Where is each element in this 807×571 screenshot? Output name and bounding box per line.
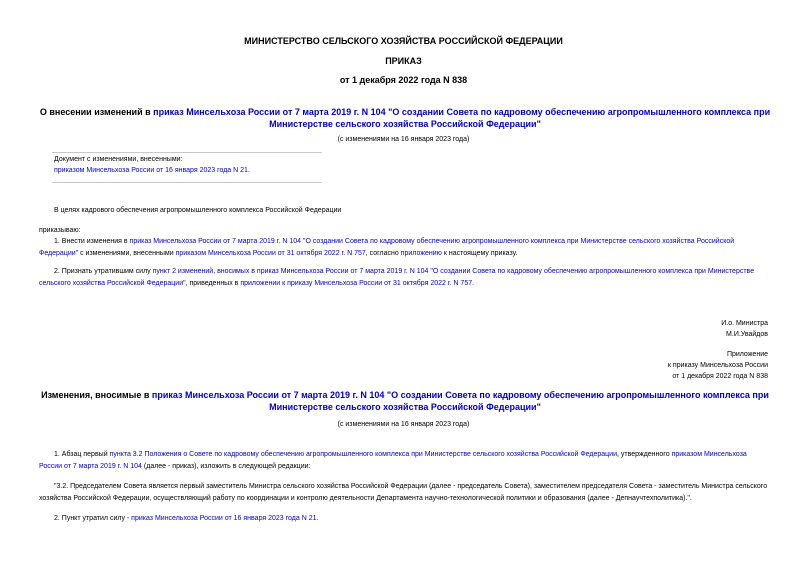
doc-type: ПРИКАЗ xyxy=(385,56,422,66)
change2-link-order-21[interactable]: приказ Минсельхоза России от 16 января 2023 года N 21 xyxy=(131,515,317,522)
amended-note: (с изменениями на 16 января 2023 года) xyxy=(337,136,470,143)
item2-text-b: , приведенных в xyxy=(185,280,241,287)
order-item-1 xyxy=(39,236,769,260)
change1-text-b: , утвержденного xyxy=(617,451,672,458)
change1-link-regulation[interactable]: пункта 3.2 Положения о Совете по кадровому обеспечению агропромышленного комплекса при Министерстве сельского хозяйства Российской Федерации xyxy=(109,451,617,458)
item2-link-point-2[interactable]: пункт 2 изменений, вносимых в приказ Минсельхоза России от 7 марта 2019 г. N 104 "О создании Совета по кадровому обеспечению агропромышленного комплекса при Министерстве сельского хозяйства Российской Федерации" xyxy=(39,268,755,287)
item1-text-b: с изменениями, внесенными xyxy=(78,250,176,257)
item2-text-a: 2. Признать утратившим силу xyxy=(54,268,153,275)
changes-box-link[interactable]: приказом Минсельхоза России от 16 января 2023 года N 21 xyxy=(54,167,248,174)
order-word: приказываю: xyxy=(39,227,81,234)
title-prefix: О внесении изменений в xyxy=(39,107,154,117)
item2-link-appendix-757[interactable]: приложении к приказу Минсельхоза России от 31 октября 2022 г. N 757 xyxy=(240,280,473,287)
appendix-label-line3: от 1 декабря 2022 года N 838 xyxy=(672,373,768,380)
changes-box-top-rule xyxy=(52,152,322,153)
item2-text-c: . xyxy=(472,280,475,287)
change2-text-a: 2. Пункт утратил силу - xyxy=(54,515,132,522)
order-item-2 xyxy=(39,266,769,290)
item1-text-a: 1. Внести изменения в xyxy=(54,238,130,245)
amended-note-2: (с изменениями на 16 января 2023 года) xyxy=(337,421,470,428)
change1-text-a: 1. Абзац первый xyxy=(54,451,110,458)
change-item-1 xyxy=(39,449,769,473)
item1-text-d: к настоящему приказу. xyxy=(441,250,518,257)
appendix-title xyxy=(30,389,780,413)
changes-box-label: Документ с изменениями, внесенными: xyxy=(54,156,183,163)
signature-name: М.И.Увайдов xyxy=(726,331,768,338)
preamble: В целях кадрового обеспечения агропромышленного комплекса Российской Федерации xyxy=(54,207,342,214)
changes-box-end: . xyxy=(247,167,250,174)
appendix-title-link[interactable]: приказ Минсельхоза России от 7 марта 2019 г. N 104 "О создании Совета по кадровому обеспечению агропромышленного комплекса при Министерстве сельского хозяйства Российской Федерации" xyxy=(151,390,769,412)
change-item-2 xyxy=(39,513,769,525)
appendix-label-line2: к приказу Минсельхоза России xyxy=(667,362,768,369)
ministry-heading: МИНИСТЕРСТВО СЕЛЬСКОГО ХОЗЯЙСТВА РОССИЙСКОЙ ФЕДЕРАЦИИ xyxy=(244,36,563,46)
title-link[interactable]: приказ Минсельхоза России от 7 марта 2019 г. N 104 "О создании Совета по кадровому обеспечению агропромышленного комплекса при Министерстве сельского хозяйства Российской Федерации" xyxy=(153,107,771,129)
change1-text-c: (далее - приказ), изложить в следующей редакции: xyxy=(141,463,311,470)
appendix-title-prefix: Изменения, вносимые в xyxy=(41,390,152,400)
changes-box-text xyxy=(54,165,250,177)
change2-text-b: . xyxy=(316,515,319,522)
changes-box-bottom-rule xyxy=(52,182,322,183)
item1-link-order-757[interactable]: приказом Минсельхоза России от 31 октября 2022 г. N 757 xyxy=(175,250,366,257)
change1-link-order-104[interactable]: приказом Минсельхоза России от 7 марта 2019 г. N 104 xyxy=(39,451,747,470)
document-title xyxy=(30,106,780,130)
signature-position: И.о. Министра xyxy=(721,320,768,327)
appendix-label-line1: Приложение xyxy=(726,351,768,358)
change-item-1-quote: "3.2. Председателем Совета является первый заместитель Министра сельского хозяйства Российской Федерации (далее - председатель Совета), заместителем председателя Совета - заместитель Министра сельского хозяйства Российской Федерации, осуществляющий работу по координации и контролю деятельности Департамента научно-технологической политики и образования (далее - Депнаучтехполитика).". xyxy=(39,483,768,502)
item1-text-c: , согласно xyxy=(365,250,401,257)
item1-link-appendix[interactable]: приложению xyxy=(400,250,442,257)
item1-link-order-104[interactable]: приказ Минсельхоза России от 7 марта 2019 г. N 104 "О создании Совета по кадровому обеспечению агропромышленного комплекса при Министерстве сельского хозяйства Российской Федерации" xyxy=(39,238,735,257)
doc-date: от 1 декабря 2022 года N 838 xyxy=(339,75,468,85)
